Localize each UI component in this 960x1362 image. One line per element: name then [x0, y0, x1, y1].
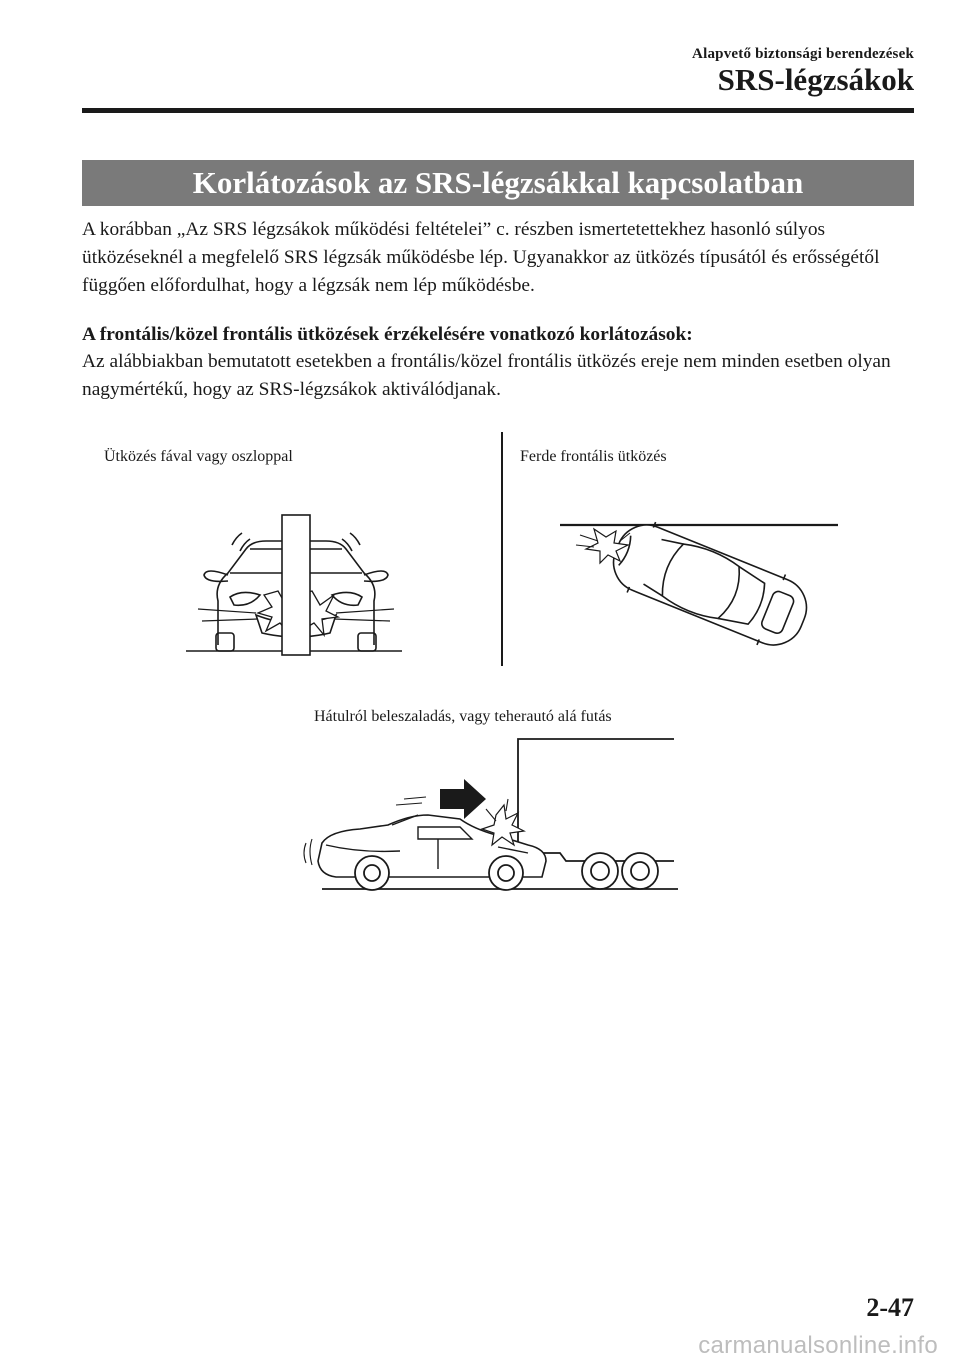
header-divider [82, 108, 914, 113]
oblique-collision-illustration [560, 515, 840, 640]
body-paragraph: Az alábbiakban bemutatott esetekben a frontális/közel frontális ütközés ereje nem minden esetben olyan nagymértékű, hogy az SRS-légzsákok aktiválódjanak. [82, 351, 891, 400]
tree-pole-illustration [180, 515, 410, 660]
intro-paragraph: A korábban „Az SRS légzsákok működési feltételei” c. részben ismertetettekhez hasonló súlyos ütközéseknél a megfelelő SRS légzsák működésbe lép. Ugyanakkor az ütközés típusától és erősségétől függően előfordulhat, hogy a légzsák nem lép működésbe. [82, 219, 880, 296]
underride-illustration [300, 735, 680, 895]
caption-tree-pole: Ütközés fával vagy oszloppal [104, 448, 293, 465]
caption-oblique: Ferde frontális ütközés [520, 448, 667, 465]
watermark: carmanualsonline.info [698, 1332, 938, 1359]
subheading: A frontális/közel frontális ütközések érzékelésére vonatkozó korlátozások: [82, 324, 693, 345]
section-banner: Korlátozások az SRS-légzsákkal kapcsolatban [82, 160, 914, 206]
caption-underride: Hátulról beleszaladás, vagy teherautó alá futás [314, 708, 612, 725]
header-section-label: Alapvető biztonsági berendezések [692, 46, 914, 62]
page-title: SRS-légzsákok [717, 62, 914, 97]
page-number: 2-47 [866, 1293, 914, 1322]
figure-divider [501, 432, 503, 666]
